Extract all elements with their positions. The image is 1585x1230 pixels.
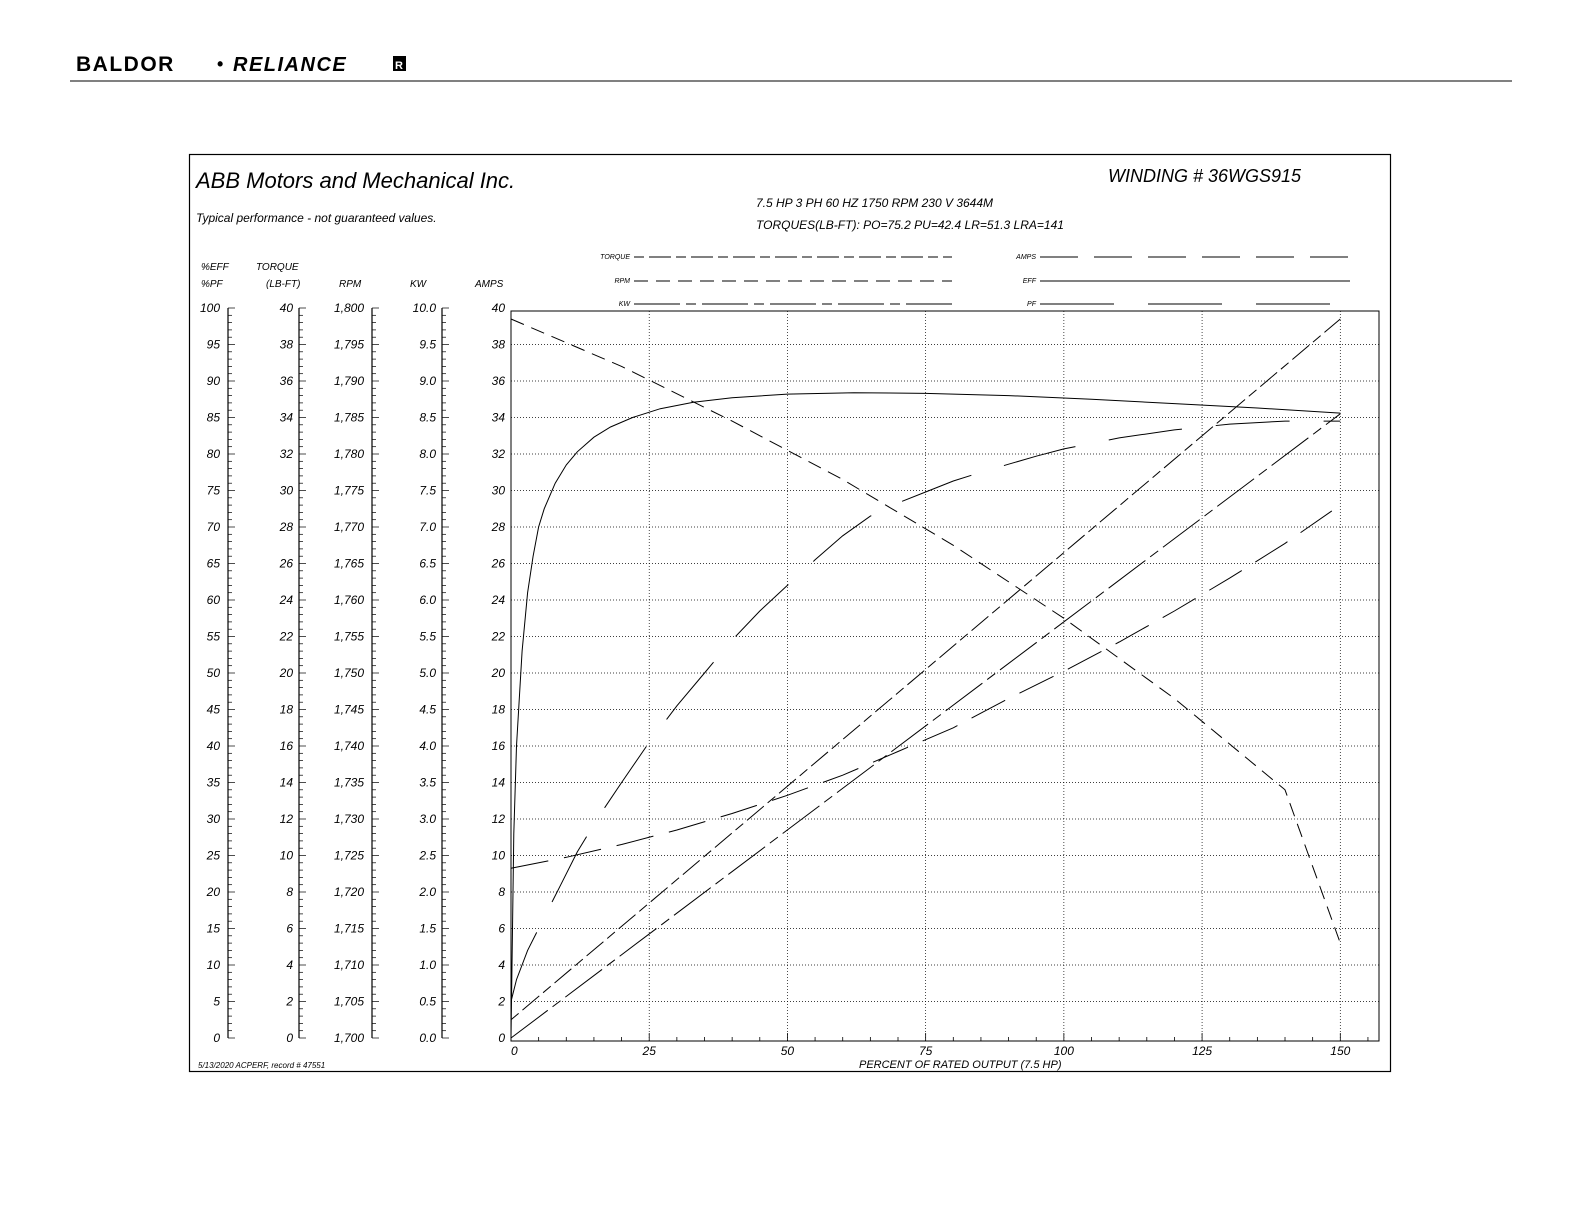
axis-tick-label: 20 bbox=[491, 666, 505, 680]
axis-header: KW bbox=[410, 279, 427, 290]
chart-title: ABB Motors and Mechanical Inc. bbox=[196, 168, 516, 193]
axis-tick-label: 5 bbox=[213, 994, 220, 1009]
axis-header: TORQUE bbox=[256, 262, 299, 273]
axis-tick-label: 3.5 bbox=[419, 775, 436, 790]
axis-tick-label: 0 bbox=[213, 1031, 220, 1045]
axis-tick-label: 14 bbox=[279, 775, 293, 790]
axis-tick-label: 8 bbox=[286, 885, 293, 899]
x-tick-label: 125 bbox=[1192, 1044, 1213, 1058]
axis-tick-label: 20 bbox=[206, 885, 220, 899]
axis-tick-label: 28 bbox=[491, 520, 505, 534]
axis-tick-label: 24 bbox=[491, 593, 505, 607]
axis-tick-label: 16 bbox=[279, 739, 293, 753]
axis-tick-label: 55 bbox=[206, 629, 220, 644]
axis-header: %EFF bbox=[201, 262, 229, 273]
axis-tick-label: 18 bbox=[279, 702, 293, 717]
axis-tick-label: 75 bbox=[206, 483, 220, 498]
axis-tick-label: 26 bbox=[279, 556, 293, 571]
x-axis bbox=[511, 1033, 1368, 1058]
axis-tick-label: 22 bbox=[279, 629, 293, 644]
axis-tick-label: 12 bbox=[279, 812, 293, 826]
axis-tick-label: 1,705 bbox=[333, 994, 364, 1009]
legend-label: TORQUE bbox=[600, 254, 630, 261]
axis-tick-label: 85 bbox=[206, 410, 220, 425]
legend-label: PF bbox=[1027, 301, 1036, 308]
axis-tick-label: 2.0 bbox=[419, 885, 436, 899]
axis-tick-label: 80 bbox=[206, 447, 220, 461]
axis-header: (LB-FT) bbox=[266, 279, 301, 290]
chart-subtitle: Typical performance - not guaranteed values. bbox=[196, 211, 437, 225]
axis-tick-label: 1,745 bbox=[333, 702, 364, 717]
legend bbox=[600, 254, 1350, 308]
axis-tick-label: 10.0 bbox=[412, 301, 436, 315]
axis-tick-label: 40 bbox=[206, 739, 220, 753]
axis-tick-label: 3.0 bbox=[419, 812, 436, 826]
axis-tick-label: 0 bbox=[498, 1031, 505, 1045]
axis-tick-label: 9.5 bbox=[419, 337, 436, 352]
legend-item bbox=[1027, 301, 1350, 308]
legend-item bbox=[619, 301, 952, 308]
axis-tick-label: 1,770 bbox=[333, 520, 364, 534]
x-tick-label: 75 bbox=[918, 1044, 933, 1058]
axis-amps bbox=[474, 279, 505, 1045]
axis-tick-label: 1,730 bbox=[333, 812, 364, 826]
axis-eff bbox=[200, 262, 235, 1045]
x-tick-label: 50 bbox=[780, 1044, 795, 1058]
axis-tick-label: 10 bbox=[206, 958, 220, 972]
brand-mark: R bbox=[395, 60, 403, 72]
record-footer: 5/13/2020 ACPERF, record # 47551 bbox=[198, 1061, 326, 1070]
axis-tick-label: 7.5 bbox=[419, 483, 436, 498]
axis-tick-label: 0.5 bbox=[419, 994, 436, 1009]
axis-tick-label: 65 bbox=[206, 556, 220, 571]
axis-tick-label: 1,765 bbox=[333, 556, 364, 571]
axis-header: AMPS bbox=[475, 279, 504, 290]
axis-tick-label: 10 bbox=[491, 848, 505, 863]
axis-tick-label: 5.5 bbox=[419, 629, 436, 644]
winding-label: WINDING # 36WGS915 bbox=[1108, 166, 1302, 186]
axis-tick-label: 1.0 bbox=[419, 958, 436, 972]
axis-tick-label: 7.0 bbox=[419, 520, 436, 534]
axis-tick-label: 6.0 bbox=[419, 593, 436, 607]
axis-tick-label: 1,700 bbox=[333, 1031, 364, 1045]
axis-tick-label: 10 bbox=[279, 848, 293, 863]
series-line-rpm bbox=[511, 319, 1340, 943]
axis-tick-label: 30 bbox=[206, 812, 220, 826]
spec-line-1: 7.5 HP 3 PH 60 HZ 1750 RPM 230 V 3644M bbox=[756, 196, 994, 210]
chart-frame bbox=[190, 155, 1391, 1072]
legend-item bbox=[600, 254, 952, 261]
axis-tick-label: 38 bbox=[279, 337, 293, 352]
axis-tick-label: 18 bbox=[491, 702, 505, 717]
axis-tick-label: 6 bbox=[286, 921, 293, 936]
axis-tick-label: 14 bbox=[491, 775, 505, 790]
axis-tick-label: 0 bbox=[286, 1031, 293, 1045]
axis-tick-label: 1,790 bbox=[333, 374, 364, 388]
axis-tick-label: 8.0 bbox=[419, 447, 436, 461]
brand-logo bbox=[76, 53, 406, 76]
axis-tick-label: 36 bbox=[279, 374, 293, 388]
x-tick-label: 0 bbox=[511, 1044, 518, 1058]
axis-rpm bbox=[334, 279, 379, 1045]
axis-tick-label: 25 bbox=[206, 848, 220, 863]
axis-tick-label: 22 bbox=[491, 629, 505, 644]
axis-tick-label: 4.5 bbox=[419, 702, 436, 717]
axis-tick-label: 95 bbox=[206, 337, 220, 352]
axis-tick-label: 100 bbox=[199, 301, 220, 315]
axis-tick-label: 26 bbox=[491, 556, 505, 571]
axis-tick-label: 1,760 bbox=[333, 593, 364, 607]
axis-tick-label: 16 bbox=[491, 739, 505, 753]
legend-item bbox=[1023, 278, 1350, 285]
x-tick-label: 25 bbox=[642, 1044, 656, 1058]
axis-tick-label: 4 bbox=[498, 958, 505, 972]
legend-label: AMPS bbox=[1016, 254, 1036, 261]
axis-header: %PF bbox=[201, 279, 223, 290]
axis-tick-label: 15 bbox=[206, 921, 220, 936]
axis-tick-label: 9.0 bbox=[419, 374, 436, 388]
brand-separator: • bbox=[217, 54, 224, 74]
axis-tick-label: 2.5 bbox=[419, 848, 436, 863]
axis-tick-label: 70 bbox=[206, 520, 220, 534]
axis-tick-label: 32 bbox=[279, 447, 293, 461]
axis-tick-label: 60 bbox=[206, 593, 220, 607]
axis-tick-label: 5.0 bbox=[419, 666, 436, 680]
legend-item bbox=[614, 278, 952, 285]
legend-label: KW bbox=[618, 301, 630, 308]
brand-name-reliance: RELIANCE bbox=[233, 54, 348, 76]
axis-tick-label: 12 bbox=[491, 812, 505, 826]
axis-tick-label: 32 bbox=[491, 447, 505, 461]
axis-kw bbox=[410, 279, 449, 1045]
brand-name-baldor: BALDOR bbox=[76, 53, 175, 76]
axis-tick-label: 34 bbox=[491, 410, 505, 425]
legend-item bbox=[1015, 254, 1350, 261]
axis-tick-label: 45 bbox=[206, 702, 220, 717]
x-axis-label: PERCENT OF RATED OUTPUT (7.5 HP) bbox=[859, 1059, 1062, 1071]
axis-tick-label: 1,715 bbox=[333, 921, 364, 936]
axis-tick-label: 0.0 bbox=[419, 1031, 436, 1045]
legend-label: RPM bbox=[614, 278, 630, 285]
axis-tick-label: 8.5 bbox=[419, 410, 436, 425]
axis-tick-label: 1,710 bbox=[333, 958, 364, 972]
axis-tick-label: 1,725 bbox=[333, 848, 364, 863]
axis-tick-label: 1,800 bbox=[333, 301, 364, 315]
axis-tick-label: 2 bbox=[286, 994, 293, 1009]
axis-tick-label: 8 bbox=[498, 885, 505, 899]
axis-tick-label: 1.5 bbox=[419, 921, 436, 936]
x-tick-label: 150 bbox=[1330, 1044, 1351, 1058]
axis-tick-label: 6.5 bbox=[419, 556, 436, 571]
axis-tick-label: 2 bbox=[498, 994, 505, 1009]
axis-tick-label: 28 bbox=[279, 520, 293, 534]
axis-tick-label: 34 bbox=[279, 410, 293, 425]
axis-tick-label: 38 bbox=[491, 337, 505, 352]
axis-tick-label: 1,755 bbox=[333, 629, 364, 644]
left-axes bbox=[200, 262, 505, 1045]
plot-grid bbox=[511, 311, 1379, 1041]
series-lines bbox=[511, 319, 1340, 1038]
axis-tick-label: 4 bbox=[286, 958, 293, 972]
axis-tick-label: 24 bbox=[279, 593, 293, 607]
axis-tick-label: 40 bbox=[279, 301, 293, 315]
axis-tick-label: 90 bbox=[206, 374, 220, 388]
axis-tick-label: 30 bbox=[491, 483, 505, 498]
axis-tick-label: 40 bbox=[491, 301, 505, 315]
axis-tick-label: 1,720 bbox=[333, 885, 364, 899]
legend-label: EFF bbox=[1022, 278, 1036, 285]
axis-tick-label: 36 bbox=[491, 374, 505, 388]
axis-tick-label: 1,735 bbox=[333, 775, 364, 790]
axis-torque bbox=[256, 262, 306, 1045]
axis-tick-label: 1,775 bbox=[333, 483, 364, 498]
axis-tick-label: 35 bbox=[206, 775, 220, 790]
axis-tick-label: 4.0 bbox=[419, 739, 436, 753]
x-tick-label: 100 bbox=[1053, 1044, 1074, 1058]
axis-tick-label: 1,750 bbox=[333, 666, 364, 680]
axis-tick-label: 6 bbox=[498, 921, 505, 936]
axis-tick-label: 1,740 bbox=[333, 739, 364, 753]
axis-tick-label: 1,795 bbox=[333, 337, 364, 352]
plot-area bbox=[511, 311, 1379, 1041]
axis-tick-label: 30 bbox=[279, 483, 293, 498]
axis-tick-label: 1,785 bbox=[333, 410, 364, 425]
axis-tick-label: 50 bbox=[206, 666, 220, 680]
axis-tick-label: 20 bbox=[279, 666, 293, 680]
axis-header: RPM bbox=[339, 279, 362, 290]
spec-line-2: TORQUES(LB-FT): PO=75.2 PU=42.4 LR=51.3 LRA=141 bbox=[756, 218, 1064, 232]
axis-tick-label: 1,780 bbox=[333, 447, 364, 461]
